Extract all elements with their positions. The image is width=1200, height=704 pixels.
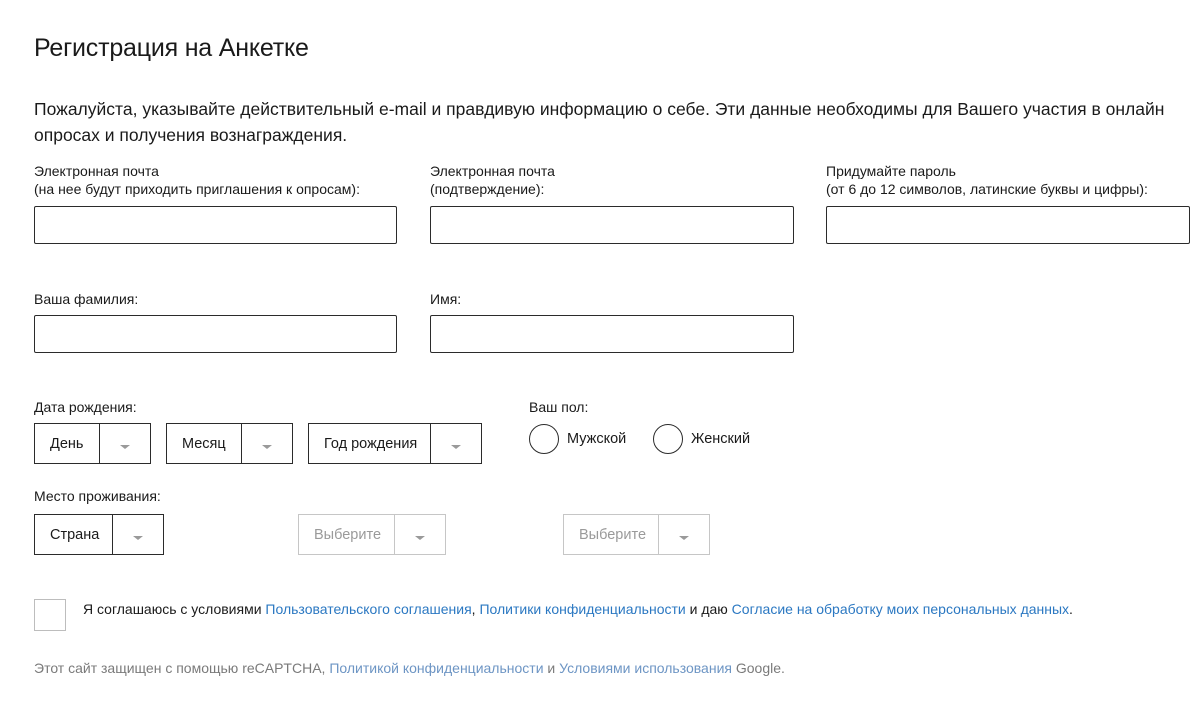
chevron-down-icon: [415, 536, 425, 540]
password-input[interactable]: [826, 206, 1190, 244]
email-label-title: Электронная почта: [34, 163, 159, 179]
email-label-hint: (на нее будут приходить приглашения к опросам):: [34, 181, 360, 197]
month-select-value: Месяц: [182, 435, 226, 452]
year-select-value: Год рождения: [324, 435, 418, 452]
region-select-toggle: [394, 515, 445, 554]
email-label: [34, 162, 360, 198]
city-select: [563, 514, 710, 555]
gender-option-male[interactable]: [529, 424, 626, 454]
consent-sep-2: и даю: [685, 601, 732, 617]
city-select-value: Выберите: [579, 526, 647, 543]
country-select-toggle[interactable]: [112, 515, 163, 554]
consent-prefix: Я соглашаюсь с условиями: [83, 601, 266, 617]
chevron-down-icon: [451, 445, 461, 449]
month-select-toggle[interactable]: [241, 424, 292, 463]
intro-text: [34, 96, 1184, 148]
personal-data-consent-link[interactable]: Согласие на обработку моих персональных данных: [731, 601, 1070, 617]
email-confirm-label: [430, 162, 555, 198]
email-input[interactable]: [34, 206, 397, 244]
email-confirm-label-hint: (подтверждение):: [430, 181, 545, 197]
city-select-toggle: [658, 515, 709, 554]
recaptcha-notice: [34, 660, 785, 676]
last-name-input[interactable]: [34, 315, 397, 353]
last-name-label: Ваша фамилия:: [34, 291, 139, 307]
gender-option-female[interactable]: [653, 424, 750, 454]
email-confirm-input[interactable]: [430, 206, 794, 244]
day-select-value: День: [50, 435, 84, 452]
first-name-input[interactable]: [430, 315, 794, 353]
password-label-title: Придумайте пароль: [826, 163, 956, 179]
consent-checkbox[interactable]: [34, 599, 66, 631]
chevron-down-icon: [120, 445, 130, 449]
chevron-down-icon: [262, 445, 272, 449]
recaptcha-suffix: Google.: [731, 660, 785, 676]
intro-line-1: Пожалуйста, указывайте действительный e-mail и правдивую информацию о себе. Эти данные необходимы для Вашего участия в онлайн: [34, 99, 1165, 119]
country-select-value: Страна: [50, 526, 100, 543]
month-select[interactable]: [166, 423, 293, 464]
day-select-toggle[interactable]: [99, 424, 150, 463]
recaptcha-terms-link[interactable]: Условиями использования: [559, 660, 732, 676]
year-select-toggle[interactable]: [430, 424, 481, 463]
region-select-value: Выберите: [314, 526, 382, 543]
region-select: [298, 514, 446, 555]
consent-suffix: .: [1069, 601, 1073, 617]
day-select[interactable]: [34, 423, 151, 464]
page-title: Регистрация на Анкетке: [34, 34, 309, 62]
country-select[interactable]: [34, 514, 164, 555]
privacy-policy-link[interactable]: Политики конфиденциальности: [479, 601, 686, 617]
gender-female-label: Женский: [691, 431, 751, 447]
birth-date-label: Дата рождения:: [34, 399, 137, 415]
gender-female-radio[interactable]: [653, 424, 683, 454]
gender-male-label: Мужской: [567, 431, 627, 447]
recaptcha-privacy-link[interactable]: Политикой конфиденциальности: [329, 660, 544, 676]
chevron-down-icon: [679, 536, 689, 540]
gender-male-radio[interactable]: [529, 424, 559, 454]
recaptcha-sep: и: [543, 660, 560, 676]
consent-sep-1: ,: [471, 601, 480, 617]
chevron-down-icon: [133, 536, 143, 540]
first-name-label: Имя:: [430, 291, 462, 307]
email-confirm-label-title: Электронная почта: [430, 163, 555, 179]
residence-label: Место проживания:: [34, 488, 161, 504]
year-select[interactable]: [308, 423, 482, 464]
consent-text: [83, 600, 1073, 618]
recaptcha-prefix: Этот сайт защищен с помощью reCAPTCHA,: [34, 660, 330, 676]
password-label-hint: (от 6 до 12 символов, латинские буквы и цифры):: [826, 181, 1148, 197]
user-agreement-link[interactable]: Пользовательского соглашения: [265, 601, 472, 617]
gender-label: Ваш пол:: [529, 399, 589, 415]
password-label: [826, 162, 1148, 198]
intro-line-2: опросах и получения вознаграждения.: [34, 125, 348, 145]
